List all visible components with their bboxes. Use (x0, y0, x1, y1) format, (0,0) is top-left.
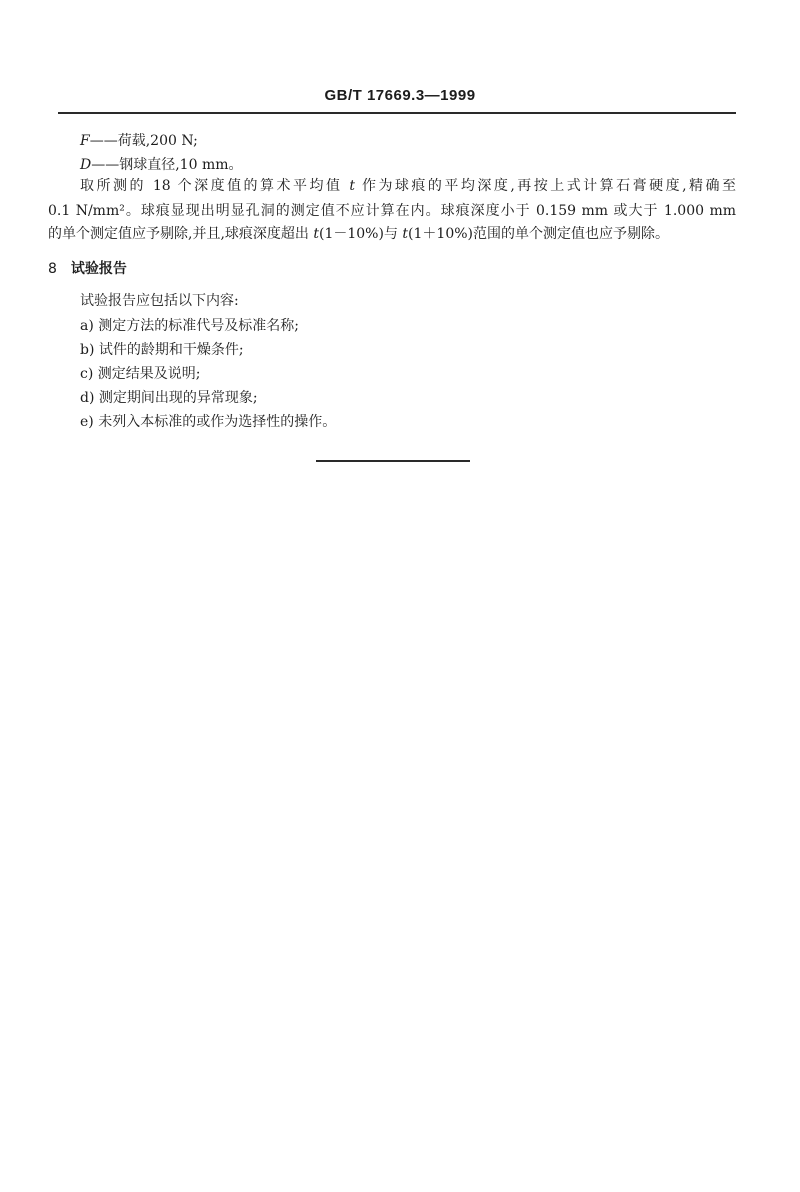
paragraph-line-2: 0.1 N/mm²。球痕显现出明显孔洞的测定值不应计算在内。球痕深度小于 0.159 mm 或大于 1.000 mm (48, 203, 736, 219)
section-intro: 试验报告应包括以下内容: (80, 293, 239, 309)
paragraph-text: (1＋10%)范围的单个测定值也应予剔除。 (408, 226, 669, 242)
section-heading (48, 259, 127, 279)
section-number: 8 (48, 261, 57, 277)
paragraph-line-1 (80, 176, 736, 196)
paragraph-variable: t (402, 226, 409, 242)
definition-text: 钢球直径,10 mm。 (119, 157, 243, 173)
section-title: 试验报告 (70, 261, 127, 277)
definition-symbol: D (80, 157, 92, 173)
paragraph-variable: t (349, 178, 356, 194)
paragraph-line-3 (48, 224, 669, 244)
definition-f (80, 131, 198, 151)
definition-d (80, 155, 243, 175)
list-item: d) 测定期间出现的异常现象; (80, 390, 258, 406)
standard-code-header: GB/T 17669.3—1999 (324, 87, 476, 104)
definition-symbol: F (80, 133, 90, 149)
list-item: a) 测定方法的标准代号及标准名称; (80, 318, 299, 334)
list-item: c) 测定结果及说明; (80, 366, 201, 382)
paragraph-text: 作为球痕的平均深度,再按上式计算石膏硬度,精确至 (355, 178, 736, 194)
paragraph-text: 的单个测定值应予剔除,并且,球痕深度超出 (48, 226, 314, 242)
definition-dash: —— (91, 157, 120, 173)
paragraph-variable: t (313, 226, 319, 242)
definition-text: 荷载,200 N; (117, 133, 198, 149)
header-rule (58, 112, 736, 114)
list-item: e) 未列入本标准的或作为选择性的操作。 (80, 414, 337, 430)
paragraph-text: 取所测的 18 个深度值的算术平均值 (80, 178, 350, 194)
list-item: b) 试件的龄期和干燥条件; (80, 342, 244, 358)
paragraph-text: (1－10%)与 (319, 226, 403, 242)
definition-dash: —— (89, 133, 118, 149)
end-of-document-rule (316, 460, 470, 462)
